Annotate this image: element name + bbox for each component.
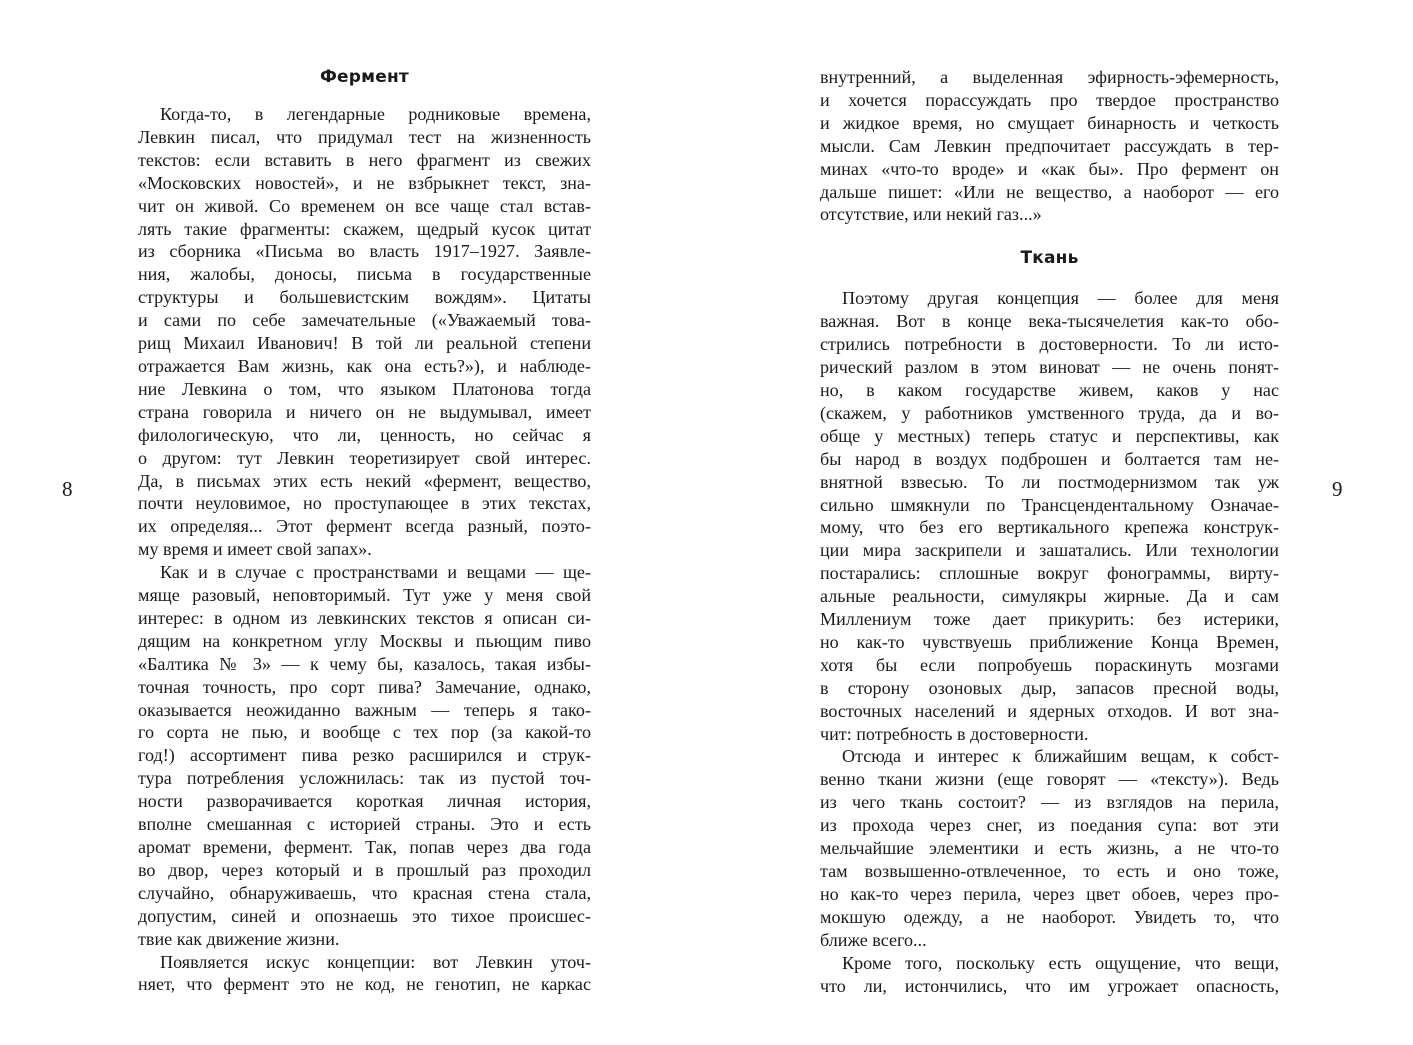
paragraph — [138, 561, 591, 950]
text-line: важная. Вот в конце века-тысячелетия как-то обо- — [820, 311, 1279, 332]
text-line: Как и в случае с пространствами и вещами — ще- — [160, 562, 591, 583]
text-line: тура потребления усложнилась: так из пустой точ- — [138, 768, 591, 789]
text-line: внутренний, а выделенная эфирность-эфемерность, — [820, 67, 1279, 87]
text-line: и хочется порассуждать про твердое пространство — [820, 89, 1279, 110]
text-line: но как-то чувствуешь приближение Конца Времен, — [820, 631, 1279, 652]
text-line: но, в каком государстве живем, каков у нас — [820, 379, 1279, 400]
page-number-right: 9 — [1332, 477, 1343, 501]
section-heading-ferment: Фермент — [320, 67, 409, 87]
text-line: случайно, обнаруживаешь, что красная стена стала, — [138, 882, 591, 903]
text-line: мысли. Сам Левкин предпочитает рассуждать в тер- — [820, 135, 1279, 156]
text-line: год!) ассортимент пива резко расширился и струк- — [138, 745, 591, 766]
text-line: что ли, истончились, что им угрожает опасность, — [820, 975, 1279, 996]
text-line: аромат времени, фермент. Так, попав через два года — [138, 837, 591, 857]
text-line: лять такие фрагменты: скажем, щедрый кусок цитат — [138, 218, 591, 239]
text-line: твие как движение жизни. — [138, 928, 340, 949]
right-text-column — [820, 66, 1279, 997]
continued-paragraph — [820, 66, 1279, 226]
text-line: чит он живой. Со временем он все чаще стал встав- — [138, 195, 591, 216]
text-line: и жидкое время, но смущает бинарность и четкость — [820, 112, 1279, 133]
text-line: го сорта не пью, и вообще с тех пор (за какой-то — [138, 722, 591, 743]
text-line: минах «что-то вроде» и «как бы». Про фермент он — [820, 158, 1279, 179]
text-line: страна говорила и ничего он не выдумывал, имеет — [138, 401, 591, 422]
text-line: Миллениум тоже дает прикурить: без истерики, — [820, 609, 1279, 630]
text-line: рищ Михаил Иванович! В той ли реальной степени — [138, 333, 591, 354]
page-number-left: 8 — [62, 477, 73, 501]
text-line: ния, жалобы, доносы, письма в государственные — [138, 264, 591, 285]
text-line: там возвышенно-отвлеченное, то есть и оно тоже, — [820, 861, 1279, 881]
text-line: но как-то через перила, через цвет обоев, через про- — [820, 883, 1279, 904]
text-line: внятной взвесью. То ли постмодернизмом так уж — [820, 471, 1279, 492]
text-line: дящим на конкретном углу Москвы и пьющим пиво — [138, 630, 591, 651]
text-line: стрились потребности в достоверности. То ли исто- — [820, 334, 1279, 355]
paragraph — [820, 66, 1279, 226]
text-line: чит: потребность в достоверности. — [820, 723, 1089, 744]
text-line: му время и имеет свой запах». — [138, 539, 372, 560]
left-text-column — [138, 66, 591, 996]
text-line: хотя бы если попробуешь пораскинуть мозгами — [820, 654, 1279, 675]
right-body-text — [820, 287, 1279, 997]
text-line: Левкин писал, что придумал тест на жизненность — [138, 126, 591, 147]
text-line: и сами по себе замечательные («Уважаемый това- — [138, 310, 591, 331]
text-line: Кроме того, поскольку есть ощущение, что вещи, — [842, 952, 1279, 973]
left-body-text — [138, 103, 591, 996]
text-line: сильно шмякнули по Трансцендентальному Означае- — [820, 494, 1279, 515]
paragraph — [820, 745, 1279, 951]
text-line: из чего ткань состоит? — из взглядов на перила, — [820, 792, 1279, 813]
text-line: в сторону озоновых дыр, запасов пресной воды, — [820, 677, 1279, 698]
text-line: отражается Вам жизнь, как она есть?»), и наблюде- — [138, 355, 591, 376]
text-line: текстов: если вставить в него фрагмент из свежих — [138, 149, 591, 170]
text-line: ние Левкина о том, что языком Платонова тогда — [138, 378, 591, 399]
text-line: их определяя... Этот фермент всегда разный, поэто- — [138, 516, 591, 537]
paragraph — [820, 952, 1279, 998]
text-line: из сборника «Письма во власть 1917–1927. Заявле- — [138, 241, 591, 262]
paragraph — [138, 103, 591, 561]
text-line: Появляется искус концепции: вот Левкин уточ- — [160, 951, 591, 972]
text-line: «Балтика № 3» — к чему бы, казалось, такая избы- — [138, 653, 591, 674]
right-page — [706, 0, 1413, 1045]
text-line: Когда-то, в легендарные родниковые времена, — [160, 104, 591, 124]
text-line: мяще разовый, неповторимый. Тут уже у меня свой — [138, 585, 591, 606]
text-line: няет, что фермент это не код, не генотип, не каркас — [138, 974, 591, 995]
paragraph — [820, 287, 1279, 745]
text-line: из прохода через снег, из поедания супа: вот эти — [820, 815, 1279, 836]
text-line: структуры и большевистским вождям». Цитаты — [138, 287, 591, 308]
text-line: рический разлом в этом виноват — не очень понят- — [820, 357, 1279, 378]
text-line: венно ткани жизни (еще говорят — «тексту»). Ведь — [820, 769, 1279, 790]
text-line: альные реальности, симулякры жирные. Да и сам — [820, 586, 1279, 607]
text-line: «Московских новостей», и не взбрыкнет текст, зна- — [138, 172, 591, 193]
text-line: интерес: в одном из левкинских текстов я описан си- — [138, 607, 591, 628]
text-line: почти неуловимое, но проступающее в этих текстах, — [138, 493, 591, 514]
text-line: отсутствие, или некий газ...» — [820, 204, 1042, 225]
text-line: восточных населений и ядерных отходов. И вот зна- — [820, 700, 1279, 721]
text-line: во двор, через который и в прошлый раз проходил — [138, 859, 591, 880]
text-line: ции мира заскрипели и зашатались. Или технологии — [820, 540, 1279, 561]
text-line: постарались: сплошные вокруг фонограммы, вирту- — [820, 563, 1279, 584]
text-line: вполне смешанная с историей страны. Это и есть — [138, 814, 591, 835]
text-line: бы народ в воздух подброшен и болтается там не- — [820, 448, 1279, 469]
text-line: мокшую одежду, а не наоборот. Увидеть то, что — [820, 906, 1279, 927]
text-line: допустим, синей и опознаешь это тихое происшес- — [138, 905, 591, 926]
text-line: мельчайшие элементики и есть жизнь, а не что-то — [820, 838, 1279, 859]
text-line: Поэтому другая концепция — более для меня — [842, 288, 1279, 309]
left-page — [0, 0, 706, 1045]
text-line: мому, что без его вертикального крепежа конструк- — [820, 517, 1279, 538]
text-line: филологическую, что ли, ценность, но сейчас я — [138, 424, 591, 445]
text-line: оказывается неожиданно важным — теперь я тако- — [138, 699, 591, 720]
text-line: дальше пишет: «Или не вещество, а наоборот — его — [820, 181, 1279, 202]
text-line: точная точность, про сорт пива? Замечание, однако, — [138, 676, 591, 697]
text-line: ности разворачивается короткая личная история, — [138, 791, 591, 812]
paragraph — [138, 951, 591, 997]
text-line: о другом: тут Левкин теоретизирует свой интерес. — [138, 447, 591, 468]
text-line: Да, в письмах этих есть некий «фермент, вещество, — [138, 470, 591, 491]
section-heading-tkan: Ткань — [1020, 248, 1079, 269]
text-line: Отсюда и интерес к ближайшим вещам, к собст- — [842, 746, 1279, 767]
text-line: ближе всего... — [820, 929, 927, 950]
text-line: (скажем, у работников умственного труда, да и во- — [820, 402, 1279, 423]
text-line: обще у местных) теперь статус и перспективы, как — [820, 425, 1279, 446]
